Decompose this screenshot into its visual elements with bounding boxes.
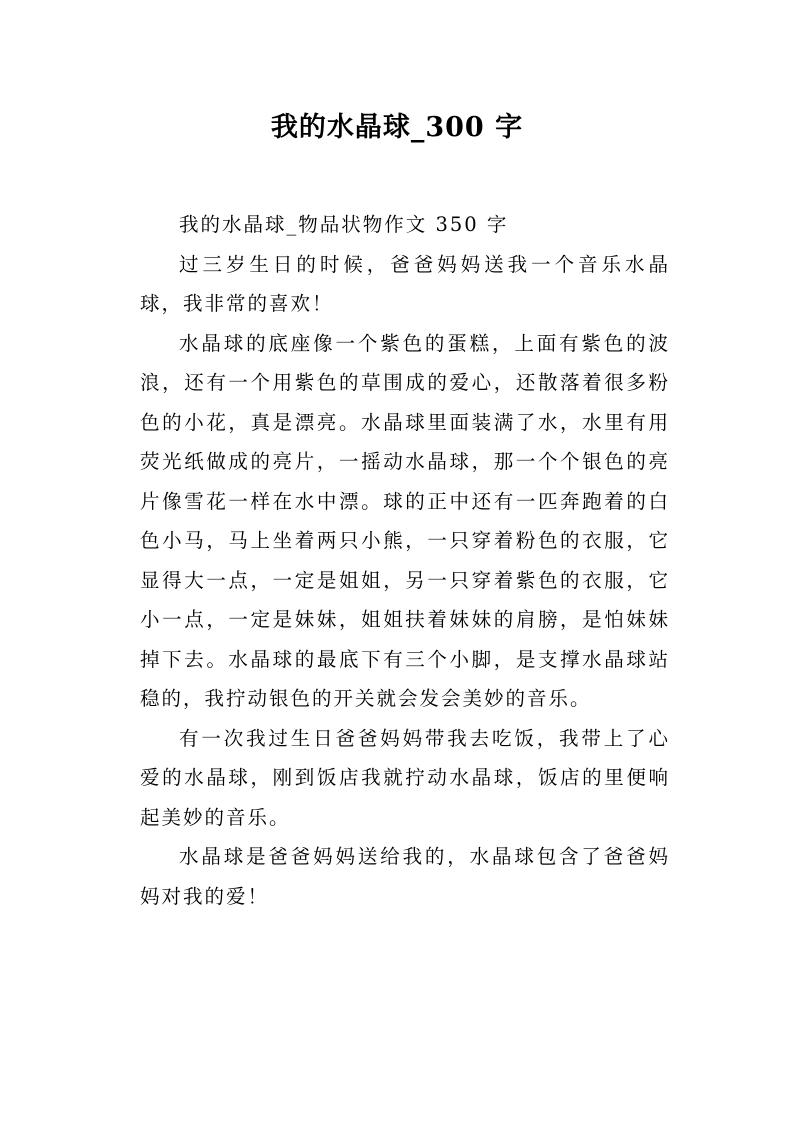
paragraph-3: 有一次我过生日爸爸妈妈带我去吃饭，我带上了心爱的水晶球，刚到饭店我就拧动水晶球，饭店的里便响起美妙的音乐。: [140, 726, 670, 829]
subtitle-line: 我的水晶球_物品状物作文 350 字: [179, 213, 509, 236]
paragraph-2: 水晶球的底座像一个紫色的蛋糕，上面有紫色的波浪，还有一个用紫色的草围成的爱心，还散落着很多粉色的小花，真是漂亮。水晶球里面装满了水，水里有用荧光纸做成的亮片，一摇动水晶球，那一个个银色的亮片像雪花一样在水中漂。球的正中还有一匹奔跑着的白色小马，马上坐着两只小熊，一只穿着粉色的衣服，它显得大一点，一定是姐姐，另一只穿着紫色的衣服，它小一点，一定是妹妹，姐姐扶着妹妹的肩膀，是怕妹妹掉下去。水晶球的最底下有三个小脚，是支撑水晶球站稳的，我拧动银色的开关就会发会美妙的音乐。: [140, 331, 670, 710]
document-title: 我的水晶球_300 字: [270, 112, 524, 143]
paragraph-4: 水晶球是爸爸妈妈送给我的，水晶球包含了爸爸妈妈对我的爱！: [140, 845, 670, 908]
document-body: [140, 205, 670, 916]
paragraph-1: 过三岁生日的时候，爸爸妈妈送我一个音乐水晶球，我非常的喜欢！: [140, 252, 670, 315]
